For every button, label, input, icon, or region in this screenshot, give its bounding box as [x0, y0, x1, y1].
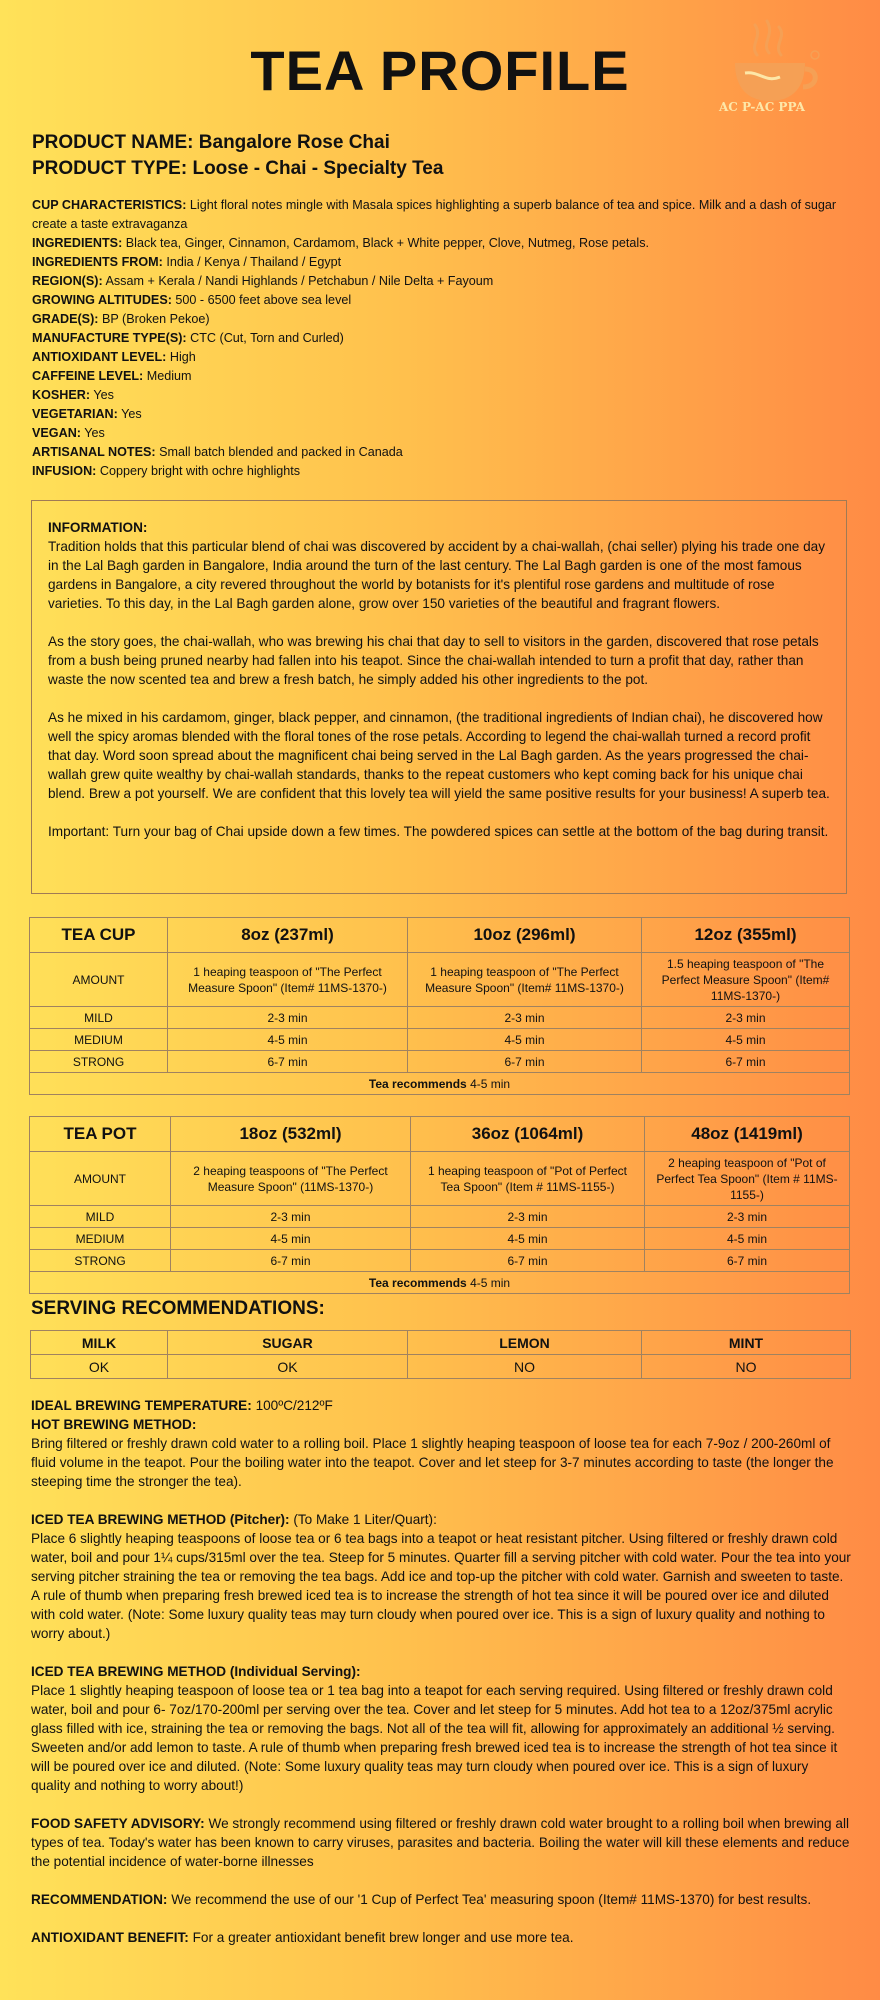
product-name-label: PRODUCT NAME: — [32, 132, 194, 153]
recommendation-footer — [30, 1073, 850, 1095]
tea-cup-table — [29, 917, 850, 1095]
brewing-temperature — [31, 1396, 851, 1415]
time-cell: 6-7 min — [411, 1250, 645, 1272]
characteristics-list — [32, 196, 852, 481]
characteristic-value: BP (Broken Pekoe) — [101, 312, 210, 326]
characteristic-label: CUP CHARACTERISTICS: — [32, 198, 187, 212]
hot-method-text: Bring filtered or freshly drawn cold water to a rolling boil. Place 1 slightly heaping teaspoon of loose tea for each 7-9oz / 200-260ml of fluid volume in the teapot. Pour the boiling water into the teapot. Cover and let steep for 3-7 minutes according to taste (the longer the steeping time the stronger the tea). — [31, 1436, 834, 1489]
product-type: Loose - Chai - Specialty Tea — [192, 158, 444, 179]
characteristic-label: KOSHER: — [32, 388, 91, 402]
amount-cell: 2 heaping teaspoon of "Pot of Perfect Tea Spoon" (Item # 11MS-1155-) — [645, 1152, 850, 1206]
time-cell: 2-3 min — [408, 1007, 642, 1029]
time-cell: 4-5 min — [408, 1029, 642, 1051]
temp-label: IDEAL BREWING TEMPERATURE: — [31, 1398, 252, 1413]
strength-label: STRONG — [30, 1051, 168, 1073]
characteristic-value: Small batch blended and packed in Canada — [159, 445, 403, 459]
table-header: TEA POT — [30, 1117, 171, 1152]
characteristic-value: Yes — [84, 426, 105, 440]
footer-label: Tea recommends — [368, 1275, 467, 1290]
time-cell: 4-5 min — [168, 1029, 408, 1051]
recommendation — [31, 1890, 851, 1909]
serving-title: SERVING RECOMMENDATIONS: — [31, 1298, 325, 1319]
strength-label: STRONG — [30, 1250, 171, 1272]
characteristic-label: GROWING ALTITUDES: — [32, 293, 172, 307]
characteristic-vegetarian — [32, 405, 852, 424]
strength-label: MILD — [30, 1007, 168, 1029]
time-cell: 6-7 min — [642, 1051, 850, 1073]
product-name-line — [32, 132, 390, 154]
characteristic-caffeine — [32, 367, 852, 386]
recommendation-text: We recommend the use of our '1 Cup of Perfect Tea' measuring spoon (Item# 11MS-1370) for best results. — [171, 1892, 812, 1907]
characteristic-label: INGREDIENTS FROM: — [32, 255, 163, 269]
characteristic-label: REGION(S): — [32, 274, 103, 288]
table-header: 8oz (237ml) — [168, 918, 408, 953]
characteristic-ingredients — [32, 234, 852, 253]
food-safety-text: We strongly recommend using filtered or freshly drawn cold water brought to a rolling boil when brewing all types of tea. Today's water has been known to carry viruses, parasites and bacteria. Boiling the water will kill these elements and reduce the potential incidence of water-borne illnesses — [31, 1816, 850, 1869]
table-header: 12oz (355ml) — [642, 918, 850, 953]
serving-header: SUGAR — [168, 1331, 408, 1355]
characteristic-altitude — [32, 291, 852, 310]
characteristic-value: Light floral notes mingle with Masala spices highlighting a superb balance of tea and spice. Milk and a dash of sugar create a taste extravaganza — [32, 198, 837, 231]
serving-table — [30, 1330, 851, 1379]
table-header: 36oz (1064ml) — [411, 1117, 645, 1152]
iced-pitcher-heading — [31, 1510, 851, 1529]
characteristic-label: INGREDIENTS: — [32, 236, 123, 250]
serving-value: OK — [168, 1355, 408, 1379]
footer-value: 4-5 min — [470, 1076, 511, 1091]
table-header: 10oz (296ml) — [408, 918, 642, 953]
table-row — [30, 1007, 850, 1029]
characteristic-value: Yes — [93, 388, 114, 402]
serving-header: MINT — [642, 1331, 851, 1355]
characteristic-vegan — [32, 424, 852, 443]
information-paragraph: Tradition holds that this particular blend of chai was discovered by accident by a chai-wallah, (chai seller) plying his trade one day in the Lal Bagh garden in Bangalore, India around the turn of the last century. The Lal Bagh garden is one of the most famous gardens in Bangalore, a city revered throughout the world by botanists for it's plentiful rose gardens and multitude of rose varieties. To this day, in the Lal Bagh garden alone, grow over 150 varieties of the beautiful and fragrant flowers. — [48, 539, 826, 611]
information-paragraph: Important: Turn your bag of Chai upside down a few times. The powdered spices can settle at the bottom of the bag during transit. — [48, 824, 829, 839]
characteristic-value: High — [169, 350, 196, 364]
characteristic-label: VEGETARIAN: — [32, 407, 118, 421]
table-row — [30, 1051, 850, 1073]
product-type-line — [32, 158, 443, 180]
amount-cell: 2 heaping teaspoons of "The Perfect Measure Spoon" (11MS-1370-) — [171, 1152, 411, 1206]
time-cell: 2-3 min — [171, 1206, 411, 1228]
footer-label: Tea recommends — [368, 1076, 467, 1091]
table-row — [30, 1250, 850, 1272]
information-paragraph: As he mixed in his cardamom, ginger, black pepper, and cinnamon, (the traditional ingredients of Indian chai), he discovered how well the spicy aromas blended with the floral tones of the rose petals. According to legend the chai-wallah turned a record profit that day. Word soon spread about the magnificent chai being served in the Lal Bagh garden. As the years progressed the chai-wallah grew quite wealthy by chai-wallah standards, thanks to the repeat customers who kept coming back for his unique chai blend. Brew a pot yourself. We are confident that this lovely tea will yield the same positive results for your business! A superb tea. — [48, 710, 830, 801]
characteristic-ingredients-from — [32, 253, 852, 272]
characteristic-label: ANTIOXIDANT LEVEL: — [32, 350, 167, 364]
page-title: TEA PROFILE — [250, 39, 630, 102]
characteristic-kosher — [32, 386, 852, 405]
strength-label: MEDIUM — [30, 1029, 168, 1051]
characteristic-value: Black tea, Ginger, Cinnamon, Cardamom, Black + White pepper, Clove, Nutmeg, Rose petals. — [125, 236, 650, 250]
time-cell: 4-5 min — [642, 1029, 850, 1051]
recommendation-label: RECOMMENDATION: — [31, 1892, 168, 1907]
characteristic-manufacture — [32, 329, 852, 348]
antioxidant-text: For a greater antioxidant benefit brew longer and use more tea. — [192, 1930, 574, 1945]
characteristic-label: INFUSION: — [32, 464, 97, 478]
food-safety-label: FOOD SAFETY ADVISORY: — [31, 1816, 205, 1831]
characteristic-grade — [32, 310, 852, 329]
time-cell: 6-7 min — [408, 1051, 642, 1073]
strength-label: MEDIUM — [30, 1228, 171, 1250]
table-row — [30, 1029, 850, 1051]
time-cell: 4-5 min — [171, 1228, 411, 1250]
characteristic-value: 500 - 6500 feet above sea level — [175, 293, 352, 307]
amount-cell: 1 heaping teaspoon of "The Perfect Measure Spoon" (Item# 11MS-1370-) — [408, 953, 642, 1007]
information-heading: INFORMATION: — [48, 520, 148, 535]
characteristic-label: MANUFACTURE TYPE(S): — [32, 331, 187, 345]
tea-pot-table — [29, 1116, 850, 1294]
characteristic-value: Assam + Kerala / Nandi Highlands / Petchabun / Nile Delta + Fayoum — [105, 274, 494, 288]
hot-method-label: HOT BREWING METHOD: — [31, 1417, 197, 1432]
time-cell: 4-5 min — [645, 1228, 850, 1250]
characteristic-value: CTC (Cut, Torn and Curled) — [190, 331, 344, 345]
amount-label: AMOUNT — [30, 1152, 171, 1206]
amount-cell: 1 heaping teaspoon of "The Perfect Measure Spoon" (Item# 11MS-1370-) — [168, 953, 408, 1007]
time-cell: 6-7 min — [171, 1250, 411, 1272]
brewing-section — [31, 1396, 851, 1966]
table-header: TEA CUP — [30, 918, 168, 953]
footer-value: 4-5 min — [470, 1275, 511, 1290]
amount-cell: 1.5 heaping teaspoon of "The Perfect Measure Spoon" (Item# 11MS-1370-) — [642, 953, 850, 1007]
characteristic-value: Coppery bright with ochre highlights — [99, 464, 301, 478]
antioxidant-label: ANTIOXIDANT BENEFIT: — [31, 1930, 189, 1945]
serving-value: OK — [31, 1355, 168, 1379]
iced-pitcher-text: Place 6 slightly heaping teaspoons of loose tea or 6 tea bags into a teapot or heat resistant pitcher. Using filtered or freshly drawn cold water, boil and pour 1¼ cups/315ml over the tea. Steep for 5 minutes. Quarter fill a serving pitcher with cold water. Pour the tea into your serving pitcher straining the tea or removing the tea bags. Add ice and top-up the pitcher with cold water. Garnish and sweeten to taste. A rule of thumb when preparing fresh brewed iced tea is to increase the strength of hot tea since it will be poured over ice and diluted with cold water. (Note: Some luxury quality teas may turn cloudy when poured over ice. This is a sign of luxury quality and nothing to worry about.) — [31, 1531, 851, 1641]
time-cell: 2-3 min — [642, 1007, 850, 1029]
strength-label: MILD — [30, 1206, 171, 1228]
characteristic-value: Medium — [146, 369, 192, 383]
table-header: 18oz (532ml) — [171, 1117, 411, 1152]
table-row — [30, 1228, 850, 1250]
iced-pitcher-label: ICED TEA BREWING METHOD (Pitcher): — [31, 1512, 290, 1527]
teacup-logo-icon — [705, 15, 835, 125]
table-header: 48oz (1419ml) — [645, 1117, 850, 1152]
characteristic-artisanal — [32, 443, 852, 462]
table-row — [30, 1206, 850, 1228]
antioxidant-benefit — [31, 1928, 851, 1947]
iced-pitcher-note: (To Make 1 Liter/Quart): — [293, 1512, 437, 1527]
characteristic-value: Yes — [121, 407, 142, 421]
serving-header: MILK — [31, 1331, 168, 1355]
serving-header: LEMON — [408, 1331, 642, 1355]
product-name: Bangalore Rose Chai — [198, 132, 390, 153]
time-cell: 6-7 min — [168, 1051, 408, 1073]
information-box — [31, 500, 847, 894]
time-cell: 2-3 min — [168, 1007, 408, 1029]
characteristic-label: GRADE(S): — [32, 312, 99, 326]
information-paragraph: As the story goes, the chai-wallah, who was brewing his chai that day to sell to visitors in the garden, discovered that rose petals from a bush being pruned nearby had fallen into his teapot. Since the chai-wallah intended to turn a profit that day, rather than waste the now scented tea and brew a fresh batch, he simply added his other ingredients to the pot. — [48, 634, 819, 687]
iced-single-label: ICED TEA BREWING METHOD (Individual Serving): — [31, 1664, 361, 1679]
characteristic-label: ARTISANAL NOTES: — [32, 445, 156, 459]
logo-text: AC P-AC PPA — [719, 100, 805, 114]
time-cell: 6-7 min — [645, 1250, 850, 1272]
characteristic-value: India / Kenya / Thailand / Egypt — [166, 255, 342, 269]
temp-value: 100ºC/212ºF — [255, 1398, 333, 1413]
amount-label: AMOUNT — [30, 953, 168, 1007]
serving-value: NO — [408, 1355, 642, 1379]
characteristic-infusion — [32, 462, 852, 481]
time-cell: 2-3 min — [645, 1206, 850, 1228]
characteristic-cup — [32, 196, 852, 234]
product-type-label: PRODUCT TYPE: — [32, 158, 188, 179]
amount-cell: 1 heaping teaspoon of "Pot of Perfect Tea Spoon" (Item # 11MS-1155-) — [411, 1152, 645, 1206]
time-cell: 2-3 min — [411, 1206, 645, 1228]
time-cell: 4-5 min — [411, 1228, 645, 1250]
serving-value: NO — [642, 1355, 851, 1379]
characteristic-region — [32, 272, 852, 291]
characteristic-antioxidant — [32, 348, 852, 367]
food-safety — [31, 1814, 851, 1871]
iced-single-text: Place 1 slightly heaping teaspoon of loose tea or 1 tea bag into a teapot for each serving required. Using filtered or freshly drawn cold water, boil and pour 6- 7oz/170-200ml per serving over the tea. Cover and let steep for 5 minutes. Add hot tea to a 12oz/375ml acrylic glass filled with ice, straining the tea or removing the bags. Not all of the tea will fit, allowing for approximately an additional ½ serving. Sweeten and/or add lemon to taste. A rule of thumb when preparing fresh brewed iced tea is to increase the strength of hot tea since it will be poured over ice and diluted. (Note: Some luxury quality teas may turn cloudy when poured over ice. This is a sign of luxury quality and nothing to worry about!) — [31, 1683, 838, 1793]
recommendation-footer — [30, 1272, 850, 1294]
characteristic-label: CAFFEINE LEVEL: — [32, 369, 144, 383]
characteristic-label: VEGAN: — [32, 426, 81, 440]
